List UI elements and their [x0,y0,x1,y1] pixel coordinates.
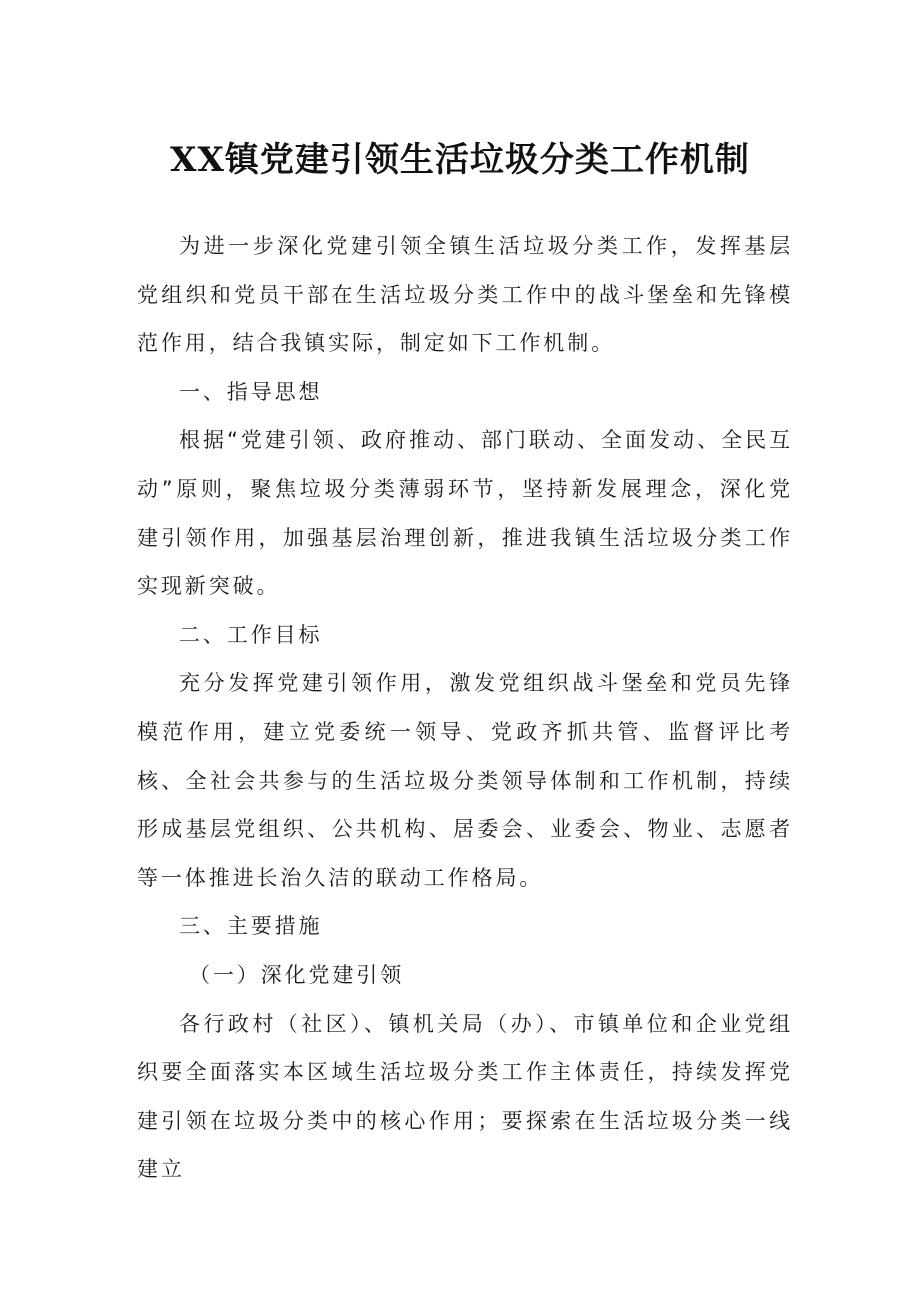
section-heading-main-measures: 三、主要措施 [179,914,323,939]
document-body [137,222,793,1194]
section-paragraph-work-goals: 充分发挥党建引领作用，激发党组织战斗堡垒和党员先锋模范作用，建立党委统一领导、党政齐抓共管、监督评比考核、全社会共参与的生活垃圾分类领导体制和工作机制，持续形成基层党组织、公共机构、居委会、业委会、物业、志愿者等一体推进长治久洁的联动工作格局。 [137,671,793,890]
subsection-heading-party-leadership: （一）深化党建引领 [189,962,405,987]
section-heading-guiding-ideology: 一、指导思想 [179,379,323,404]
section-paragraph-guiding-ideology: 根据“党建引领、政府推动、部门联动、全面发动、全民互动”原则，聚焦垃圾分类薄弱环节，坚持新发展理念，深化党建引领作用，加强基层治理创新，推进我镇生活垃圾分类工作实现新突破。 [137,428,793,599]
section-heading-work-goals: 二、工作目标 [179,622,323,647]
document-title: XX镇党建引领生活垃圾分类工作机制 [170,140,750,180]
section-paragraph-main-measures: 各行政村（社区）、镇机关局（办）、市镇单位和企业党组织要全面落实本区域生活垃圾分类工作主体责任，持续发挥党建引领在垃圾分类中的核心作用；要探索在生活垃圾分类一线建立 [137,1011,793,1182]
intro-paragraph: 为进一步深化党建引领全镇生活垃圾分类工作，发挥基层党组织和党员干部在生活垃圾分类工作中的战斗堡垒和先锋模范作用，结合我镇实际，制定如下工作机制。 [137,234,793,356]
